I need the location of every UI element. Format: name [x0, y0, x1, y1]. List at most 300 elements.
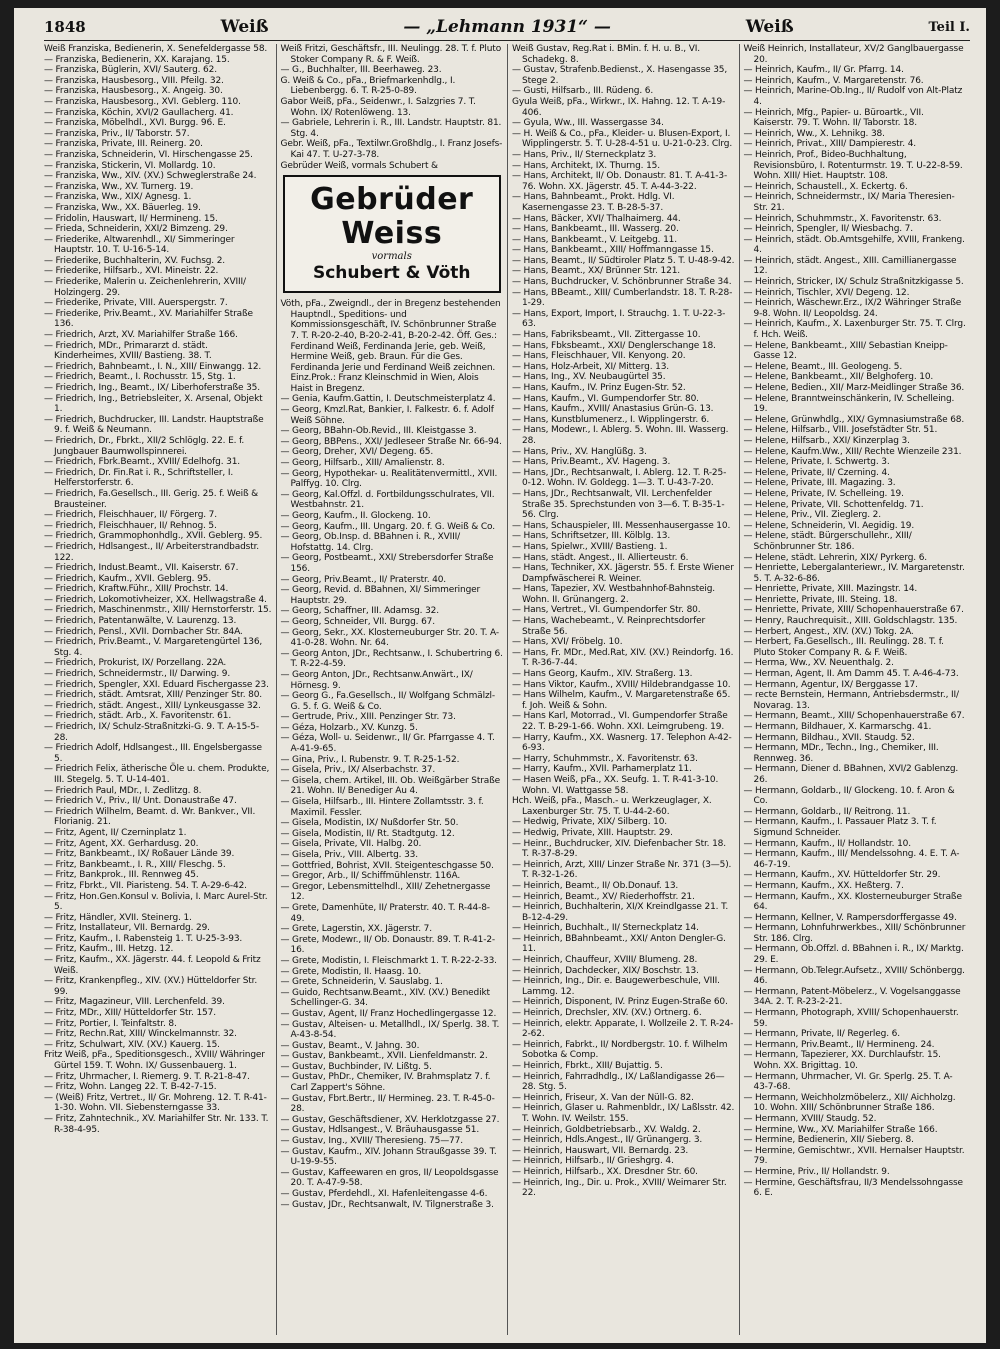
- directory-entry: — Heinrich, Fabrkt., II/ Nordbergstr. 10. f. Wilhelm Sobotka & Comp.: [512, 1039, 728, 1061]
- directory-entry: — Grete, Lagerstin, XX. Jägerstr. 7.: [280, 924, 432, 935]
- directory-entry: — Helene, Beamt., III. Geologeng. 5.: [743, 361, 903, 372]
- directory-entry: — Hermann, Ob.Offzl. d. BBahnen i. R., IX/ Marktg. 29. E.: [743, 944, 964, 966]
- directory-entry: — Heinrich, Spengler, II/ Wiesbachg. 7.: [743, 224, 913, 235]
- directory-entry: — Heinrich, Buchhalt., II/ Sterneckplatz 14.: [512, 923, 699, 934]
- directory-entry: — Hans, JDr., Rechtsanwalt, I. Ablerg. 12. T. R-25-0-12. Wohn. IV. Goldegg. 1—3. T. U-43-7-20.: [512, 467, 727, 489]
- directory-entry: — Gustav, Kaffeewaren en gros, II/ Leopoldsgasse 20. T. A-47-9-58.: [280, 1167, 499, 1189]
- directory-entry: — Heinrich, Stricker, IX/ Schulz Straßnitzkigasse 5.: [743, 277, 964, 288]
- directory-entry: — (Weiß) Fritz, Vertret., II/ Gr. Mohreng. 12. T. R-41-1-30. Wohn. VII. Siebensterngasse 33.: [44, 1092, 267, 1114]
- directory-entry: — Gustav, Buchbinder, IV. Lißtg. 5.: [280, 1061, 432, 1072]
- directory-entry: — Friederike, Hilfsarb., XVI. Mineistr. 22.: [44, 266, 219, 277]
- directory-entry: — Georg, Hypothekar- u. Realitätenvermittl., XVII. Palffyg. 10. Clrg.: [280, 468, 498, 490]
- directory-entry: — Helene, Private, VII. Schottenfeldg. 71.: [743, 499, 924, 510]
- directory-entry: — Fritz, Schulwart, XIV. (XV.) Kauerg. 15.: [44, 1039, 220, 1050]
- directory-column-4: [739, 44, 971, 1335]
- directory-entry: — Friedrich, Dr. Fin.Rat i. R., Schriftsteller, I. Helferstorferstr. 6.: [44, 467, 234, 489]
- directory-entry: — Hermann, Priv.Beamt., II/ Hermineng. 24.: [743, 1039, 935, 1050]
- directory-entry: — Géza, Holzarb., XV. Kunzg. 5.: [280, 722, 418, 733]
- directory-entry: — Fritz, Kaufm., I. Rabensteig 1. T. U-25-3-93.: [44, 933, 243, 944]
- directory-entry: — Friedrich Paul, MDr., I. Zedlitzg. 8.: [44, 785, 202, 796]
- directory-entry: — Heinrich, Beamt., II/ Ob.Donauf. 13.: [512, 880, 679, 891]
- directory-entry: — Fritz, Agent, XX. Gerhardusg. 20.: [44, 838, 199, 849]
- directory-entry: — Hermann, Private, II/ Regerleg. 6.: [743, 1029, 900, 1040]
- directory-entry: — Hans, BBeamt., XIII/ Cumberlandstr. 18. T. R-28-1-29.: [512, 287, 733, 309]
- directory-entry: — Grete, Damenhüte, II/ Praterstr. 40. T. R-44-8-49.: [280, 902, 490, 924]
- directory-entry: — Helene, Grünwhdlg., XIX/ Gymnasiumstraße 68.: [743, 414, 965, 425]
- directory-entry: — Hans, Kaufm., IV. Prinz Eugen-Str. 52.: [512, 383, 686, 393]
- directory-entry: — Heinrich, Buchhalterin, XI/X Kreindlgasse 21. T. B-12-4-29.: [512, 902, 729, 923]
- directory-entry: — Hermine, Bedienerin, XII/ Sieberg. 8.: [743, 1135, 914, 1146]
- directory-entry: — Helene, Priv., VII. Zieglerg. 2.: [743, 510, 881, 521]
- directory-entry: — Hermann, Beamt., XIII/ Schopenhauerstraße 67.: [743, 711, 965, 722]
- directory-entry: — Herbert, Fa.Gesellsch., III. Reulingg. 28. T. f. Pluto Stoker Company R. & F. Weiß.: [743, 637, 944, 658]
- directory-entry: — Géza, Woll- u. Seidenwr., II/ Gr. Pfarrgasse 4. T. A-41-9-65.: [280, 733, 495, 755]
- directory-entry: — Hans, Kunstblumenerz., I. Wipplingerstr. 6.: [512, 414, 710, 425]
- directory-entry: — Fritz, Wohn. Langeg 22. T. B-42-7-15.: [44, 1082, 217, 1093]
- directory-entry: — Franziska, Köchin, XVI/2 Gaullacherg. 41.: [44, 107, 234, 118]
- directory-entry: — Friedrich, Ing., Beamt., IX/ Liberhoferstraße 35.: [44, 383, 260, 393]
- directory-entry: — Hans, Beamt., II/ Südtiroler Platz 5. T. U-48-9-42.: [512, 255, 735, 266]
- directory-entry: — Hans, Buchdrucker, V. Schönbrunner Straße 34.: [512, 277, 732, 288]
- directory-entry: — Fritz, Bankbeamt., IX/ Roßauer Lände 39.: [44, 849, 235, 860]
- directory-entry: — Henriette, Private, III. Steing. 18.: [743, 594, 898, 605]
- directory-entry: — Grete, Modistin, I. Fleischmarkt 1. T. R-22-2-33.: [280, 955, 497, 966]
- directory-entry: Weiß Franziska, Bedienerin, X. Senefeldergasse 58.: [44, 44, 268, 54]
- directory-entry: — Hans, Priv., II/ Sterneckplatz 3.: [512, 149, 657, 160]
- directory-entry: — Gustav, Pferdehdl., XI. Hafenleitengasse 4-6.: [280, 1189, 488, 1199]
- directory-column-3: [507, 44, 739, 1335]
- directory-entry: — Heinrich, Mfg., Papier- u. Büroartk., VII. Kaiserstr. 79. T. Wohn. II/ Taborstr. 18.: [743, 107, 924, 129]
- directory-entry: — Friedrich, Beamt., I. Rochusstr. 15, Stg. 1.: [44, 372, 236, 383]
- directory-entry: — Gisela, Modistin, II/ Rt. Stadtgutg. 12.: [280, 828, 455, 839]
- ad-subtitle-2: Schubert & Vöth: [312, 263, 471, 284]
- directory-entry: — Heinrich, Schaustell., X. Eckertg. 6.: [743, 181, 908, 192]
- directory-entry: — Hans, Fleischhauer, VII. Kenyong. 20.: [512, 351, 686, 362]
- directory-entry: — Hermann, Uhrmacher, VI. Gr. Sperlg. 25. T. A-43-7-68.: [743, 1071, 953, 1093]
- directory-entry: — Hermine, Gemischtwr., XVII. Hernalser Hauptstr. 79.: [743, 1145, 965, 1167]
- directory-entry: — Hans, Fabriksbeamt., VII. Zittergasse 10.: [512, 330, 701, 341]
- directory-entry: — Hans, Holz-Arbeit, XI/ Mitterg. 13.: [512, 361, 669, 372]
- directory-entry: — Friedrich, Lokomotivheizer, XX. Hellwagstraße 4.: [44, 594, 267, 605]
- directory-entry: — Hermine, Priv., II/ Hollandstr. 9.: [743, 1166, 890, 1177]
- directory-entry: — Fritz, Hon.Gen.Konsul v. Bolivia, I. Marc Aurel-Str. 5.: [44, 891, 268, 913]
- directory-entry: — Heinrich, Privat., XIII/ Dampierestr. 4.: [743, 139, 916, 150]
- directory-entry: — Friederike, Buchhalterin, XV. Fuchsg. 2.: [44, 255, 225, 266]
- directory-entry: — Franziska, Hausbesorg., VIII. Pfeilg. 32.: [44, 75, 224, 86]
- directory-entry: — Friedrich Adolf, Hdlsangest., III. Engelsbergasse 5.: [44, 743, 262, 764]
- directory-entry: — Friedrich, Maschinenmstr., XIII/ Hernstorferstr. 15.: [44, 605, 272, 616]
- directory-entry: — Gustav, Bankbeamt., XVII. Lienfeldmanstr. 2.: [280, 1051, 488, 1062]
- directory-entry: — H. Weiß & Co., pFa., Kleider- u. Blusen-Export, I. Wipplingerstr. 5. T. U-28-4-51 u. U-21-0-23. Clrg.: [512, 128, 733, 150]
- directory-entry: — Friedrich, Spengler, XXI. Eduard Fischergasse 23.: [44, 679, 269, 690]
- directory-entry: Vöth, pFa., Zweigndl., der in Bregenz bestehenden Hauptndl., Speditions- und Kommissionsgeschäft, IV. Schönbrunner Straße 7. T. R-20-2-40, B-20-2-41, B-20-2-42. Öff. Ges.: Ferdinand Weiß, Ferdinanda Jerie, geb. Weiß, Hermine Weiß, geb. Braun. Für die Ges. Ferdinanda Jerie und Ferdinand Weiß zeichnen. Einz.Prok.: Franz Kleinschmid in Wien, Alois Haist in Bregenz.: [280, 299, 501, 394]
- directory-entry: — Friedrich, Fa.Gesellsch., III. Gerig. 25. f. Weiß & Brausteiner.: [44, 488, 259, 510]
- directory-entry: — Franziska, Ww., XX. Bäuerleg. 19.: [44, 202, 201, 213]
- directory-entry: — Heinrich, Drechsler, XIV. (XV.) Ortnerg. 6.: [512, 1008, 702, 1019]
- directory-entry: — Hans, Architekt, IX. Thurng. 15.: [512, 160, 660, 171]
- directory-entry: — Heinrich, Hilfsarb., II/ Grieshgrg. 4.: [512, 1156, 674, 1167]
- directory-entry: — Harry, Schuhmmstr., X. Favoritenstr. 63.: [512, 753, 698, 764]
- directory-entry: — Georg, Schneider, VII. Burgg. 67.: [280, 616, 435, 627]
- directory-entry: — Henriette, Private, XIII/ Schopenhauerstraße 67.: [743, 605, 964, 616]
- directory-entry: — Gustav, Ing., XVIII/ Theresieng. 75—77.: [280, 1136, 463, 1147]
- directory-entry: — Friedrich Felix, ätherische Öle u. chem. Produkte, III. Stegelg. 5. T. U-14-401.: [44, 764, 270, 785]
- directory-entry: — Helene, Private, I. Schwertg. 3.: [743, 457, 890, 468]
- directory-entry: — Friederike, Malerin u. Zeichenlehrerin, XVIII/ Holzingerg. 29.: [44, 277, 246, 298]
- directory-entry: — Gottfried, Bohrist, XVII. Steigenteschgasse 50.: [280, 860, 494, 871]
- directory-entry: — Hans, XVI/ Fröbelg. 10.: [512, 637, 623, 648]
- directory-entry: — Genia, Kaufm.Gattin, I. Deutschmeisterplatz 4.: [280, 394, 496, 405]
- directory-entry: — Helene, Branntweinschänkerin, IV. Schelleing. 19.: [743, 393, 955, 415]
- directory-entry: — Gustav, Hdlsangest., V. Bräuhausgasse 51.: [280, 1125, 480, 1136]
- directory-entry: — Hermann, Weichholzmöbelerz., XII/ Aichholzg. 10. Wohn. XIII/ Schönbrunner Straße 186.: [743, 1092, 956, 1114]
- page-header: [44, 14, 970, 40]
- directory-entry: — Fritz, MDr., XIII/ Hütteldorfer Str. 157.: [44, 1008, 216, 1019]
- directory-entry: — Gisela, Priv., IX/ Alserbachstr. 37.: [280, 765, 436, 776]
- directory-entry: — Gusti, Hilfsarb., III. Rüdeng. 6.: [512, 86, 654, 97]
- directory-entry: — Fritz, Händler, XVII. Steinerg. 1.: [44, 912, 192, 923]
- directory-entry: — Friedrich, Fleischhauer, II/ Förgerg. 7.: [44, 510, 217, 521]
- directory-entry: — Hermann, Bildhau., XVII. Staudg. 52.: [743, 732, 915, 743]
- directory-entry: — Herman, Agent, II. Am Damm 45. T. A-46-4-73.: [743, 669, 959, 680]
- directory-entry: — Friederike, Priv.Beamt., XV. Mariahilfer Straße 136.: [44, 308, 253, 330]
- directory-entry: — Heinrich, Chauffeur, XVIII/ Blumeng. 28.: [512, 955, 698, 966]
- ad-title: Gebrüder Weiss: [310, 182, 474, 252]
- header-title: — „Lehmann 1931“ —: [403, 17, 611, 37]
- directory-entry: — G., Buchhalter, III. Beerhaweg. 23.: [280, 65, 442, 76]
- directory-entry: — Hedwig, Private, XIX/ Silberg. 10.: [512, 817, 668, 828]
- directory-entry: — Harry, Kaufm., XVII. Parhamerplatz 11.: [512, 764, 692, 775]
- directory-entry: — Franziska, Schneiderin, VI. Hirschengasse 25.: [44, 149, 253, 160]
- directory-entry: — Gabriele, Lehrerin i. R., III. Landstr. Hauptstr. 81. Stg. 4.: [280, 118, 502, 139]
- directory-entry: Hch. Weiß, pFa., Masch.- u. Werkzeuglager, X. Laxenburger Str. 75. T. U-44-2-60.: [512, 796, 712, 817]
- directory-entry: — Heinrich, Goldbetriebsarb., XV. Waldg. 2.: [512, 1124, 701, 1135]
- directory-entry: — Hermann, Goldarb., II/ Reitrong. 11.: [743, 806, 911, 817]
- directory-entry: — Fritz, Agent, II/ Czerninplatz 1.: [44, 827, 187, 838]
- directory-entry: — Helene, Kaufm.Ww., XIII/ Rechte Wienzeile 231.: [743, 446, 962, 457]
- directory-entry: — Gustav, Alteisen- u. Metallhdl., IX/ Sperlg. 38. T. A-43-8-54.: [280, 1019, 500, 1041]
- directory-entry: — Henry, Rauchrequisit., XIII. Goldschlagstr. 135.: [743, 616, 958, 627]
- directory-entry: — Hermann, Kaufm., II/ Hollandstr. 10.: [743, 838, 911, 849]
- directory-entry: — Hermann, Agentur, IX/ Berggasse 17.: [743, 679, 918, 690]
- directory-entry: — Heinrich, Prof., Bideo-Buchhaltung, Revisionsbüro, I. Rotenturmstr. 19. T. U-22-8-59. Wohn. XIII/ Hiet. Hauptstr. 108.: [743, 149, 963, 182]
- directory-entry: — Franziska, Ww., XV. Turnerg. 19.: [44, 181, 194, 192]
- directory-entry: — Henriette, Private, XIII. Mazingstr. 14.: [743, 584, 918, 595]
- directory-entry: — Hermine, Geschäftsfrau, II/3 Mendelssohngasse 6. E.: [743, 1177, 963, 1199]
- directory-entry: — Franziska, Private, III. Reinerg. 20.: [44, 139, 203, 150]
- directory-entry: — Hermann, Lohnfuhrwerkbes., XIII/ Schönbrunner Str. 186. Clrg.: [743, 923, 966, 944]
- directory-entry: — Hans, Architekt, II/ Ob. Donaustr. 81. T. A-41-3-76. Wohn. XX. Jägerstr. 45. T. A-44-3-22.: [512, 171, 728, 192]
- directory-entry: — Hans Wilhelm, Kaufm., V. Margaretenstraße 65. f. Joh. Weiß & Sohn.: [512, 690, 731, 711]
- directory-entry: — Grete, Modistin, II. Haasg. 10.: [280, 966, 422, 977]
- directory-entry: Gebrüder Weiß, vormals Schubert &: [280, 160, 438, 171]
- directory-entry: — Georg Anton, JDr., Rechtsanw.Anwärt., IX/ Hörnesg. 9.: [280, 669, 473, 691]
- directory-entry: — Hermann, Kaufm., XX. Klosterneuburger Straße 64.: [743, 891, 962, 913]
- directory-entry: — Heinrich, städt. Angest., XIII. Camillianergasse 12.: [743, 255, 957, 277]
- directory-entry: — Heinrich, Glaser u. Rahmenbldr., IX/ Laßlsstr. 42. T. Wohn. IV. Weilstr. 155.: [512, 1103, 735, 1124]
- directory-entry: — Hans, Fbksbeamt., XXI/ Denglerschange 18.: [512, 340, 716, 351]
- page-number: 1848: [44, 18, 86, 36]
- directory-entry: — Hans, Kaufm., XVIII/ Anastasius Grün-G. 13.: [512, 404, 714, 415]
- directory-entry: — Hans, Bankbeamt., V. Leitgebg. 11.: [512, 234, 677, 245]
- directory-entry: Weiß Gustav, Reg.Rat i. BMin. f. H. u. B., VI. Schadekg. 8.: [512, 44, 700, 65]
- directory-entry: — Friedrich, IX/ Schulz-Straßnitzki-G. 9. T. A-15-5-28.: [44, 722, 259, 743]
- directory-entry: — Hermann, Kaufm., XV. Hütteldorfer Str. 29.: [743, 870, 941, 881]
- directory-entry: — Georg, Ob.Insp. d. BBahnen i. R., XVIII/ Hofstattg. 14. Clrg.: [280, 532, 461, 553]
- directory-entry: — Heinrich, Hilfsarb., XX. Dresdner Str. 60.: [512, 1166, 698, 1177]
- directory-entry: — Friedrich, Buchdrucker, III. Landstr. Hauptstraße 9. f. Weiß & Neumann.: [44, 414, 264, 436]
- directory-entry: — Gisela, chem. Artikel, III. Ob. Weißgärber Straße 21. Wohn. II/ Benediger Au 4.: [280, 775, 501, 797]
- directory-entry: — Hans, Beamt., XX/ Brünner Str. 121.: [512, 266, 680, 277]
- directory-entry: — Hans, Fr. MDr., Med.Rat, XIV. (XV.) Reindorfg. 16. T. R-36-7-44.: [512, 647, 734, 669]
- directory-entry: — Hans, Bankbeamt., III. Wasserg. 20.: [512, 224, 679, 235]
- directory-entry: — Friedrich, städt. Arb., X. Favoritenstr. 61.: [44, 711, 232, 722]
- directory-entry: — Friedrich, Patentanwälte, V. Laurenzg. 13.: [44, 616, 237, 627]
- directory-entry: — Helene, Bankbeamt., XIII/ Sebastian Kneipp-Gasse 12.: [743, 340, 948, 362]
- directory-entry: — Gregor, Arb., II/ Schiffmühlenstr. 116A.: [280, 871, 461, 882]
- directory-entry: — Franziska, Hausbesorg., XVI. Geblerg. 110.: [44, 96, 241, 107]
- directory-entry: — Heinrich, Arzt, XIII/ Linzer Straße Nr. 371 (3—5). T. R-32-1-26.: [512, 859, 732, 881]
- directory-entry: — Friedrich, Schneidermstr., II/ Darwing. 9.: [44, 669, 231, 680]
- directory-entry: — Grete, Schneiderin, V. Sauslabg. 1.: [280, 977, 443, 988]
- directory-entry: — Heinrich, Kaufm., II/ Gr. Pfarrg. 14.: [743, 65, 904, 76]
- directory-entry: — Franziska, Möbelhdl., XVI. Burgg. 96. E.: [44, 118, 226, 129]
- directory-entry: — Hedwig, Private, XIII. Hauptstr. 29.: [512, 827, 673, 838]
- directory-entry: — Hans, Bäcker, XVI/ Thalhaimerg. 44.: [512, 213, 681, 224]
- directory-entry: — Heinrich, städt. Ob.Amtsgehilfe, XVIII, Frankeng. 4.: [743, 234, 965, 256]
- directory-entry: Gabor Weiß, pFa., Seidenwr., I. Salzgries 7. T. Wohn. IX/ Rotenlöweng. 13.: [280, 96, 476, 118]
- directory-entry: — Hermann, Photograph, XVIII/ Schopenhauerstr. 59.: [743, 1008, 959, 1029]
- directory-entry: — Heinrich, Ing., Dir. u. Prok., XVIII/ Weimarer Str. 22.: [512, 1177, 727, 1199]
- directory-entry: — Georg, Dreher, XVI/ Degeng. 65.: [280, 447, 434, 458]
- directory-entry: — Helene, Bedien., XII/ Marz-Meidlinger Straße 36.: [743, 383, 965, 393]
- directory-entry: — Heinrich, Ww., X. Lehnikg. 38.: [743, 128, 885, 139]
- directory-entry: — Heinrich, Hauswart, VII. Bernardg. 23.: [512, 1145, 689, 1156]
- directory-entry: — Fritz, Bankprok., III. Rennweg 45.: [44, 870, 199, 881]
- directory-entry: — Friedrich, Dr., Fbrkt., XII/2 Schlöglg. 22. E. f. Jungbauer Baumwollspinnerei.: [44, 435, 245, 457]
- directory-entry: — Hans, Bankbeamt., XIII/ Hoffmanngasse 15.: [512, 245, 714, 256]
- directory-entry: — Heinrich, Wäschewr.Erz., IX/2 Währinger Straße 9-8. Wohn. II/ Leopoldsg. 24.: [743, 298, 962, 319]
- directory-entry: — Hans, JDr., Rechtsanwalt, VII. Lerchenfelder Straße 35. Sprechstunden von 3—6. T. B-35-1-56. Clrg.: [512, 488, 725, 521]
- directory-entry: — Gregor, Lebensmittelhdl., XIII/ Zehetnergasse 12.: [280, 881, 491, 903]
- directory-entry: — Hans, Kaufm., VI. Gumpendorfer Str. 80.: [512, 393, 699, 404]
- directory-entry: — Gisela, Priv., VIII. Albertg. 33.: [280, 850, 418, 860]
- directory-entry: — Friedrich, Kraftw.Führ., XIII/ Prochstr. 14.: [44, 584, 229, 595]
- directory-entry: — Herbert, Angest., XIV. (XV.) Tokg. 2A.: [743, 626, 914, 637]
- directory-entry: — Heinrich, Schneidermstr., IX/ Maria Theresien-Str. 21.: [743, 192, 955, 213]
- directory-entry: — Hans, städt. Angest., II. Allierteustr. 6.: [512, 552, 689, 563]
- directory-entry: — Franziska, Bedienerin, XX. Karajang. 15.: [44, 54, 230, 65]
- directory-entry: — Georg, Hilfsarb., XIII/ Amalienstr. 8.: [280, 458, 445, 469]
- directory-entry: — Franziska, Ww., XIX/ Agnesg. 1.: [44, 192, 192, 203]
- directory-entry: — Hermann, Diener d. BBahnen, XVI/2 Gablenzg. 26.: [743, 764, 959, 785]
- directory-entry: — Hans, Bahnbeamt., Prokt. Hdlg. VI. Kasernengasse 23. T. B-28-5-37.: [512, 192, 675, 213]
- directory-entry: — Gustav, JDr., Rechtsanwalt, IV. Tilgnerstraße 3.: [280, 1199, 494, 1210]
- directory-entry: — Gertrude, Priv., XIII. Penzinger Str. 73.: [280, 712, 456, 723]
- directory-entry: — Heinrich, BBahnbeamt., XXI/ Anton Dengler-G. 11.: [512, 933, 726, 955]
- directory-entry: — Georg, Kmzl.Rat, Bankier, I. Falkestr. 6. f. Adolf Weiß Söhne.: [280, 405, 494, 426]
- directory-entry: — Hermann, Bildhauer, X. Karmarschg. 41.: [743, 722, 932, 732]
- directory-entry: — Hans, Schriftsetzer, III. Kölblg. 13.: [512, 531, 671, 542]
- directory-entry: — Hans, Wachebeamt., V. Reinprechtsdorfer Straße 56.: [512, 616, 706, 637]
- directory-entry: — Heinrich, elektr. Apparate, I. Wollzeile 2. T. R-24-2-62.: [512, 1018, 734, 1040]
- directory-entry: — Friederike, Private, VIII. Auerspergstr. 7.: [44, 298, 228, 309]
- directory-entry: — Fritz, Kaufm., III. Hetzg. 12.: [44, 944, 174, 955]
- directory-entry: — Fritz, Bankbeamt., I. R., XIII/ Fleschg. 5.: [44, 859, 226, 870]
- directory-entry: — Gustav, PhDr., Chemiker, IV. Brahmsplatz 7. f. Carl Zappert's Söhne.: [280, 1072, 491, 1094]
- directory-entry: — Friedrich, städt. Amtsrat, XIII/ Penzinger Str. 80.: [44, 690, 263, 701]
- directory-entry: — Heinrich, Hdls.Angest., II/ Grünangerg. 3.: [512, 1135, 703, 1146]
- directory-entry: — Fritz, Installateur, VII. Bernardg. 29.: [44, 923, 210, 934]
- directory-entry: — Henriette, Lebergalanteriewr., IV. Margaretenstr. 5. T. A-32-6-86.: [743, 563, 965, 584]
- directory-entry: — Gustav, Fbrt.Bertr., II/ Hermineg. 23. T. R-45-0-28.: [280, 1093, 495, 1115]
- directory-entry: — Hans, Export, Import, I. Strauchg. 1. T. U-22-3-63.: [512, 308, 726, 330]
- directory-entry: — Fritz, Rechn.Rat, XIII/ Winckelmannstr. 32.: [44, 1029, 237, 1040]
- directory-entry: — Gisela, Private, VII. Halbg. 20.: [280, 839, 422, 850]
- directory-entry: — Fritz, Portier, I. Teinfaltstr. 8.: [44, 1018, 177, 1029]
- directory-entry: — Georg, Revid. d. BBahnen, XI/ Simmeringer Hauptstr. 29.: [280, 585, 481, 606]
- directory-entry: — Guido, Rechtsanw.Beamt., XIV. (XV.) Benedikt Schellinger-G. 34.: [280, 987, 490, 1009]
- directory-entry: — Georg, Postbeamt., XXI/ Strebersdorfer Straße 156.: [280, 553, 494, 574]
- directory-entry: — Heinrich, Kaufm., X. Laxenburger Str. 75. T. Clrg. f. Hch. Weiß.: [743, 319, 966, 341]
- directory-entry: — Hermann, Tapezierer, XX. Durchlaufstr. 15. Wohn. XX. Brigittag. 10.: [743, 1050, 941, 1071]
- directory-entry: — Friedrich, Pensl., XVII. Dornbacher Str. 84A.: [44, 626, 243, 637]
- header-name-left: Weiß: [220, 17, 269, 37]
- directory-entry: — Heinrich, Dachdecker, XIX/ Boschstr. 13.: [512, 965, 699, 976]
- directory-entry: — Georg, BBahn-Ob.Revid., III. Kleistgasse 3.: [280, 426, 477, 437]
- directory-entry: — Hans, Tapezier, XV. Westbahnhof-Bahnsteig. Wohn. II. Grünangerg. 2.: [512, 584, 716, 605]
- directory-entry: — Helene, Private, III. Magazing. 3.: [743, 478, 896, 489]
- directory-entry: — Helene, Hilfsarb., VIII. Josefstädter Str. 51.: [743, 425, 938, 436]
- directory-entry: — Helene, städt. Lehrerin, XIX/ Pyrkerg. 6.: [743, 552, 927, 563]
- directory-entry: — Friedrich, MDr., Primararzt d. städt. Kinderheimes, XVIII/ Bastieng. 38. T.: [44, 340, 212, 362]
- directory-entry: — Hans Viktor, Kaufm., XVIII/ Hildebrandgasse 10.: [512, 679, 731, 690]
- directory-entry: — Franziska, Büglerin, XVI/ Sauterg. 62.: [44, 65, 217, 76]
- header-part: Teil I.: [928, 19, 970, 35]
- directory-entry: — Fritz, Zahntechnik., XV. Mariahilfer Str. Nr. 133. T. R-38-4-95.: [44, 1113, 269, 1135]
- directory-entry: — Friedrich, Fleischhauer, II/ Rehnog. 5.: [44, 520, 217, 531]
- directory-entry: — Herma, Ww., XV. Neuenthalg. 2.: [743, 658, 894, 669]
- directory-entry: — Friedrich, Priv.Beamt., V. Margaretengürtel 136, Stg. 4.: [44, 637, 263, 658]
- directory-entry: — Hermine, Ww., XV. Mariahilfer Straße 166.: [743, 1124, 938, 1135]
- directory-entry: — Hermann, Patent-Möbelerz., V. Vogelsanggasse 34A. 2. T. R-23-2-21.: [743, 986, 961, 1008]
- directory-column-2: [276, 44, 508, 1335]
- directory-entry: Weiß Heinrich, Installateur, XV/2 Ganglbauergasse 20.: [743, 44, 964, 65]
- directory-entry: — Helene, Private, IV. Schelleing. 19.: [743, 488, 904, 499]
- directory-entry: — Hans Karl, Motorrad., VI. Gumpendorfer Straße 22. T. B-29-1-66. Wohn. XXI. Leimgrubeng. 19.: [512, 711, 728, 732]
- directory-entry: — Heinrich, Beamt., XV/ Riederhoffstr. 21.: [512, 891, 695, 902]
- directory-entry: — Frieda, Schneiderin, XXI/2 Bimzeng. 29.: [44, 224, 228, 235]
- directory-entry: — Friedrich, städt. Angest., XIII/ Lynkeusgasse 32.: [44, 700, 261, 711]
- directory-entry: — Gustav, Beamt., V. Jahng. 30.: [280, 1040, 420, 1051]
- directory-entry: — Helene, Private, II/ Czerning. 4.: [743, 467, 890, 478]
- directory-entry: — Franziska, Stickerin, VI. Mollardg. 10.: [44, 160, 216, 171]
- directory-entry: — Hans Georg, Kaufm., XIV. Straßerg. 13.: [512, 669, 693, 680]
- directory-entry: — Hans, Techniker, XX. Jägerstr. 55. f. Erste Wiener Dampfwäscherei R. Weiner.: [512, 563, 734, 584]
- directory-entry: — Hermann, Kaufm., XX. Heßterg. 7.: [743, 880, 904, 891]
- directory-entry: — Hans, Vertret., VI. Gumpendorfer Str. 80.: [512, 605, 701, 616]
- directory-entry: Fritz Weiß, pFa., Speditionsgesch., XVIII/ Währinger Gürtel 159. T. Wohn. IX/ Gussenbauerg. 1.: [44, 1050, 265, 1071]
- directory-entry: — Friedrich, Kaufm., XVII. Geblerg. 95.: [44, 573, 211, 584]
- directory-entry: — Friedrich, Grammophonhdlg., XVII. Geblerg. 95.: [44, 531, 263, 542]
- directory-entry: — Heinrich, Disponent, IV. Prinz Eugen-Straße 60.: [512, 997, 728, 1008]
- directory-entry: — Franziska, Priv., II/ Taborstr. 57.: [44, 128, 190, 139]
- directory-entry: — Hans, Modewr., I. Ablerg. 5. Wohn. III. Wasserg. 28.: [512, 425, 729, 446]
- directory-entry: — Franziska, Ww., XIV. (XV.) Schweglerstraße 24.: [44, 171, 257, 182]
- directory-entry: — Fridolin, Hauswart, II/ Hermineng. 15.: [44, 213, 218, 224]
- directory-entry: — Hasen Weiß, pFa., XX. Seufg. 1. T. R-41-3-10. Wohn. VI. Wattgasse 58.: [512, 774, 719, 796]
- directory-entry: — Friedrich Wilhelm, Beamt. d. Wr. Bankver., VII. Florianig. 21.: [44, 806, 256, 828]
- directory-entry: — Gisela, Hilfsarb., III. Hintere Zollamtsstr. 3. f. Maximil. Fessler.: [280, 797, 484, 818]
- directory-entry: — Friedrich, Fbrk.Beamt., XVIII/ Edelhofg. 31.: [44, 457, 241, 468]
- directory-entry: — Fritz, Kaufm., XX. Jägerstr. 44. f. Leopold & Fritz Weiß.: [44, 955, 261, 976]
- directory-entry: — Fritz, Magazineur, VIII. Lerchenfeld. 39.: [44, 997, 225, 1008]
- directory-entry: — Friedrich V., Priv., II/ Unt. Donaustraße 47.: [44, 796, 237, 807]
- directory-entry: — Hermann, Kaufm., I. Passauer Platz 3. T. f. Sigmund Schneider.: [743, 817, 937, 838]
- directory-entry: — Hans, Schauspieler, III. Messenhausergasse 10.: [512, 520, 731, 531]
- directory-entry: — Friedrich, Indust.Beamt., VII. Kaiserstr. 67.: [44, 563, 239, 574]
- directory-entry: G. Weiß & Co., pFa., Briefmarkenhdlg., I. Liebenbergg. 6. T. R-25-0-89.: [280, 75, 456, 97]
- directory-entry: — Hans, Priv.Beamt., XV. Hageng. 3.: [512, 457, 671, 468]
- directory-entry: — Hans, Spielwr., XVIII/ Bastieng. 1.: [512, 541, 668, 552]
- directory-entry: — Gisela, Modistin, IX/ Nußdorfer Str. 50.: [280, 818, 459, 829]
- directory-entry: — Hermann, Goldarb., II/ Glockeng. 10. f. Aron & Co.: [743, 785, 955, 807]
- directory-entry: — Georg, Sekr., XX. Klosterneuburger Str. 20. T. A-41-0-28. Wohn. Nr. 64.: [280, 627, 499, 649]
- directory-entry: — Heinrich, Friseur, X. Van der Nüll-G. 82.: [512, 1092, 694, 1103]
- directory-page: [14, 8, 986, 1343]
- directory-entry: — Heinrich, Tischler, XVI/ Degeng. 12.: [743, 287, 910, 298]
- directory-entry: — Hans, Priv., XV. Hanglüßg. 3.: [512, 446, 647, 457]
- directory-entry: — Friedrich, Prokurist, IX/ Porzellang. 22A.: [44, 658, 227, 669]
- directory-entry: — Heinrich, Schuhmmstr., X. Favoritenstr. 63.: [743, 213, 942, 224]
- directory-entry: — Gustav, Geschäftsdiener, XV. Herklotzgasse 27.: [280, 1114, 500, 1125]
- directory-entry: — Georg, Priv.Beamt., II/ Praterstr. 40.: [280, 574, 446, 585]
- directory-entry: — Georg, BBPens., XXI/ Jedleseer Straße Nr. 66-94.: [280, 436, 502, 447]
- directory-entry: — recte Bernstein, Hermann, Antriebsdermstr., II/ Novarag. 13.: [743, 690, 959, 711]
- directory-entry: — Helene, städt. Bürgerschullehr., XIII/ Schönbrunner Str. 186.: [743, 531, 912, 552]
- directory-entry: — Friedrich, Bahnbeamt., I. N., XIII/ Einwangg. 12.: [44, 361, 262, 372]
- directory-entry: — Helene, Hilfsarb., XXI/ Kinzerplag 3.: [743, 435, 910, 446]
- directory-entry: — Georg, Kal.Offzl. d. Fortbildungsschulrates, VII. Westbahnstr. 21.: [280, 489, 495, 511]
- directory-entry: — Gina, Priv., I. Rubenstr. 9. T. R-25-1-52.: [280, 754, 460, 765]
- directory-entry: Weiß Fritzi, Geschäftsfr., III. Neulingg. 28. T. f. Pluto Stoker Company R. & F. Weiß.: [280, 44, 502, 65]
- directory-entry: Gyula Weiß, pFa., Wirkwr., IX. Hahng. 12. T. A-19-406.: [512, 96, 726, 118]
- directory-entry: — Heinr., Buchdrucker, XIV. Diefenbacher Str. 18. T. R-37-8-29.: [512, 838, 726, 860]
- directory-entry: — Heinrich, Fbrkt., XIII/ Bujattig. 5.: [512, 1061, 663, 1071]
- directory-entry: — Hermann, XVIII/ Staudg. 52.: [743, 1113, 877, 1124]
- ad-subtitle: vormals: [371, 251, 412, 263]
- directory-entry: Gebr. Weiß, pFa., Textilwr.Großhdlg., I. Franz Josefs-Kai 47. T. U-27-3-78.: [280, 139, 503, 160]
- advertisement-box: [283, 175, 502, 293]
- directory-columns: [44, 44, 970, 1335]
- directory-entry: — Hermann, Kellner, V. Rampersdorffergasse 49.: [743, 912, 957, 923]
- directory-entry: — Franziska, Hausbesorg., X. Angeig. 30.: [44, 86, 223, 97]
- directory-entry: — Heinrich, Kaufm., V. Margaretenstr. 76.: [743, 75, 924, 86]
- directory-column-1: [44, 44, 276, 1335]
- directory-entry: — Georg, Schaffner, III. Adamsg. 32.: [280, 606, 439, 617]
- directory-entry: — Hans, Ing., XV. Neubaugürtel 35.: [512, 372, 666, 383]
- directory-entry: — Georg, Kaufm., II. Glockeng. 10.: [280, 511, 431, 521]
- directory-entry: — Fritz, Uhrmacher, I. Riemerg. 9. T. R-21-8-47.: [44, 1071, 250, 1082]
- directory-entry: — Fritz, Krankenpfleg., XIV. (XV.) Hütteldorfer Str. 99.: [44, 976, 258, 997]
- header-rule: [44, 40, 970, 41]
- directory-entry: — Friedrich, Ing., Betriebsleiter, X. Arsenal, Objekt 1.: [44, 393, 263, 415]
- directory-entry: — Helene, Schneiderin, VI. Aegidig. 19.: [743, 520, 915, 531]
- directory-entry: — Friederike, Altwarenhdl., XI/ Simmeringer Hauptstr. 10. T. U-16-5-14.: [44, 234, 235, 256]
- directory-entry: — Grete, Modewr., II/ Ob. Donaustr. 89. T. R-41-2-16.: [280, 934, 496, 956]
- directory-entry: — Fritz, Fbrkt., VII. Piaristeng. 54. T. A-29-6-42.: [44, 880, 247, 891]
- directory-entry: — Friedrich, Arzt, XV. Mariahilfer Straße 166.: [44, 330, 238, 341]
